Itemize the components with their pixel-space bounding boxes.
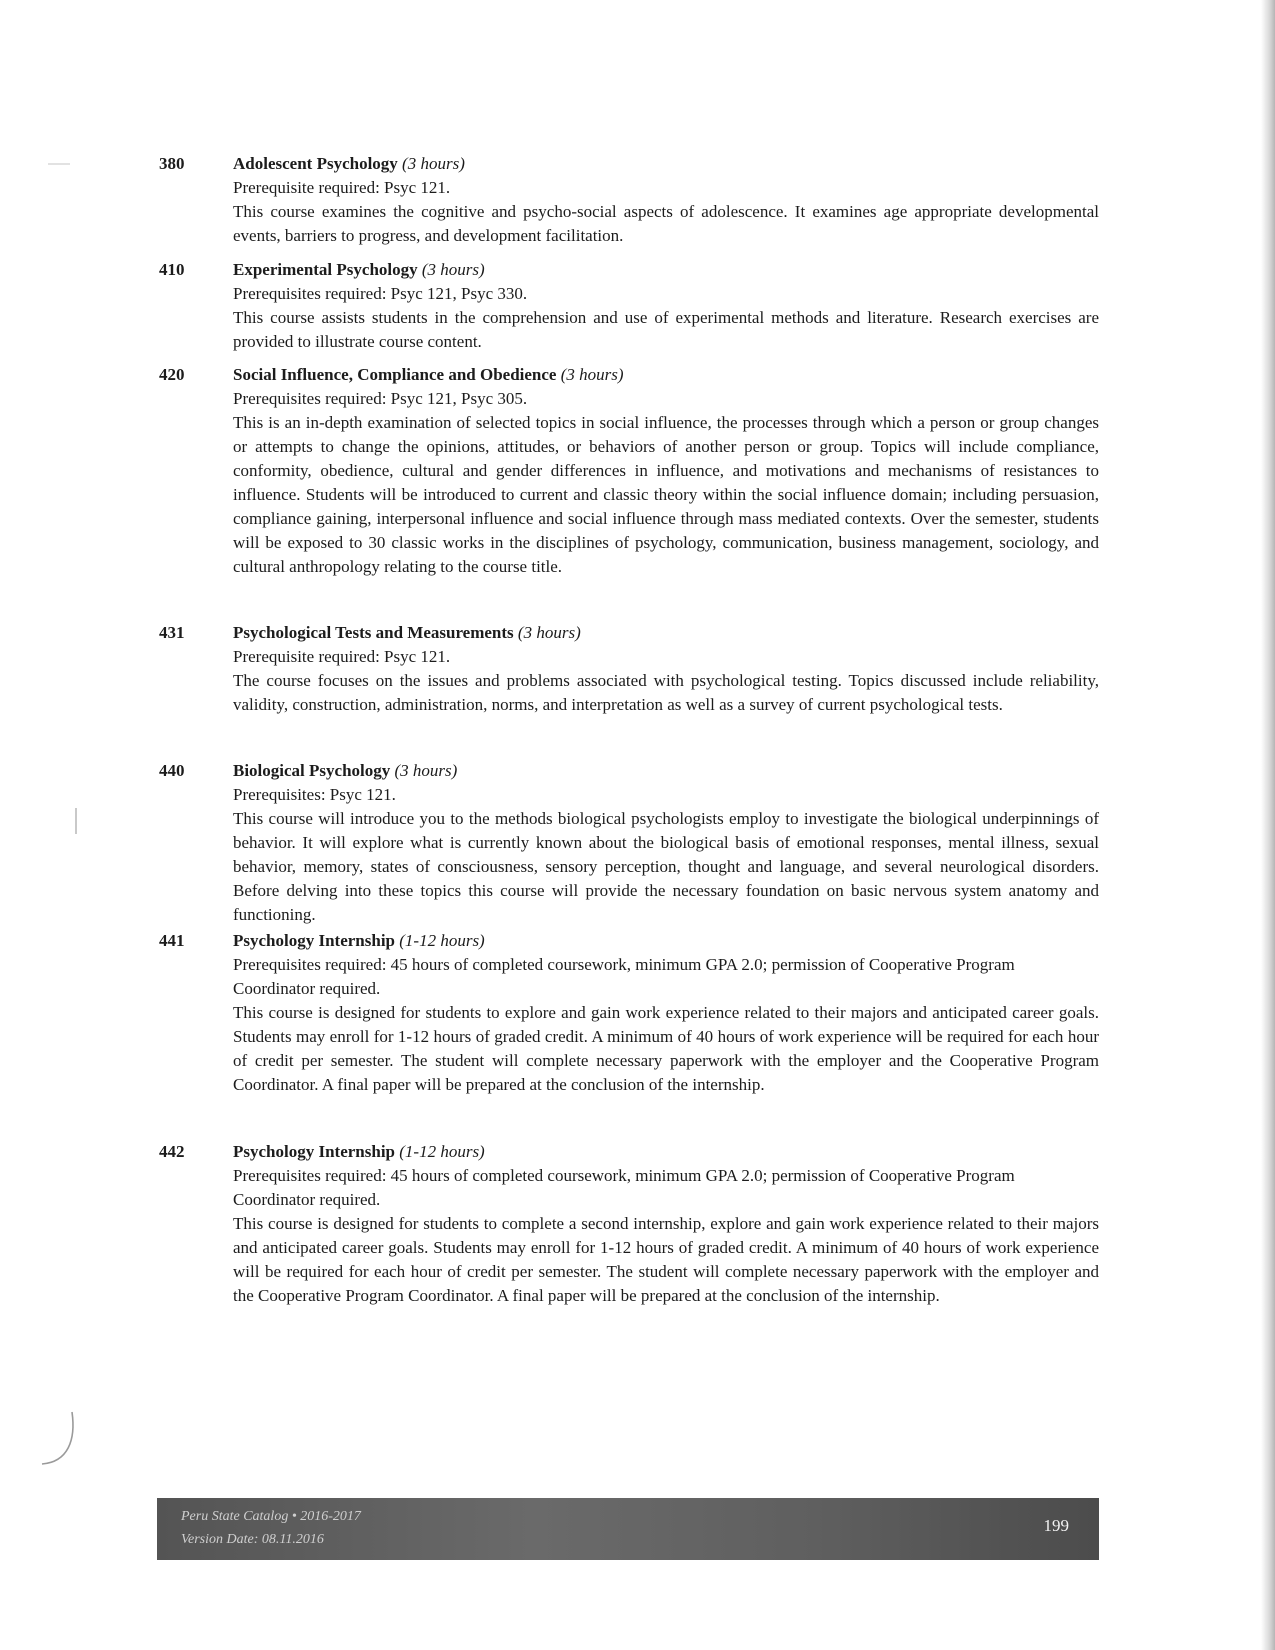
course-prerequisites: Prerequisites required: 45 hours of completed coursework, minimum GPA 2.0; permission of Cooperative Program Coordinator required. <box>233 1166 1015 1209</box>
course-body <box>233 152 1099 248</box>
course-description: The course focuses on the issues and problems associated with psychological testing. Topics discussed include reliability, validity, construction, administration, norms, and interpretation as well as a survey of current psychological tests. <box>233 671 1099 714</box>
course-title-line <box>233 621 1099 645</box>
footer-catalog-title: Peru State Catalog • 2016-2017 <box>181 1509 361 1524</box>
course-number: 420 <box>159 365 185 384</box>
course-body <box>233 929 1099 1097</box>
course-number: 431 <box>159 623 185 642</box>
page-footer <box>157 1498 1099 1560</box>
course-prerequisites: Prerequisite required: Psyc 121. <box>233 647 451 666</box>
course-body <box>233 621 1099 717</box>
course-number: 380 <box>159 154 185 173</box>
course-hours: (3 hours) <box>517 623 581 642</box>
course-prerequisites: Prerequisites required: Psyc 121, Psyc 330. <box>233 284 528 303</box>
course-description: This course is designed for students to explore and gain work experience related to their majors and anticipated career goals. Students may enroll for 1-12 hours of graded credit. A minimum of 40 hours of work experience will be required for each hour of credit per semester. The student will complete necessary paperwork with the employer and the Cooperative Program Coordinator. A final paper will be prepared at the conclusion of the internship. <box>233 1003 1099 1094</box>
course-title-line <box>233 152 1099 176</box>
course-number: 410 <box>159 260 185 279</box>
course-hours: (3 hours) <box>560 365 624 384</box>
course-hours: (3 hours) <box>394 761 458 780</box>
course-title: Social Influence, Compliance and Obedience <box>233 365 557 384</box>
course-prerequisites: Prerequisites: Psyc 121. <box>233 785 396 804</box>
course-prerequisites: Prerequisites required: Psyc 121, Psyc 305. <box>233 389 528 408</box>
course-body <box>233 759 1099 927</box>
course-number: 440 <box>159 761 185 780</box>
course-prerequisites: Prerequisites required: 45 hours of completed coursework, minimum GPA 2.0; permission of Cooperative Program Coordinator required. <box>233 955 1015 998</box>
course-description: This course examines the cognitive and psycho-social aspects of adolescence. It examines age appropriate developmental events, barriers to progress, and development facilitation. <box>233 202 1099 245</box>
course-number: 441 <box>159 931 185 950</box>
course-body <box>233 258 1099 354</box>
course-title: Biological Psychology <box>233 761 391 780</box>
footer-version-date: Version Date: 08.11.2016 <box>181 1532 324 1547</box>
course-hours: (1-12 hours) <box>399 1142 485 1161</box>
course-hours: (1-12 hours) <box>399 931 485 950</box>
course-title-line <box>233 258 1099 282</box>
course-title: Adolescent Psychology <box>233 154 398 173</box>
course-hours: (3 hours) <box>421 260 485 279</box>
course-description: This course assists students in the comprehension and use of experimental methods and literature. Research exercises are provided to illustrate course content. <box>233 308 1099 351</box>
course-title: Psychology Internship <box>233 931 395 950</box>
course-title-line <box>233 363 1099 387</box>
course-number: 442 <box>159 1142 185 1161</box>
course-body <box>233 1140 1099 1308</box>
course-title: Experimental Psychology <box>233 260 418 279</box>
course-body <box>233 363 1099 579</box>
course-prerequisites: Prerequisite required: Psyc 121. <box>233 178 451 197</box>
course-title: Psychology Internship <box>233 1142 395 1161</box>
course-description: This is an in-depth examination of selected topics in social influence, the processes through which a person or group changes or attempts to change the opinions, attitudes, or behaviors of another person or group. Topics will include compliance, conformity, obedience, cultural and gender differences in influence, and motivations and mechanisms of resistances to influence. Students will be introduced to current and classic theory within the social influence domain; including persuasion, compliance gaining, interpersonal influence and social influence through mass mediated contexts. Over the semester, students will be exposed to 30 classic works in the disciplines of psychology, communication, business management, sociology, and cultural anthropology relating to the course title. <box>233 413 1099 576</box>
course-hours: (3 hours) <box>402 154 465 173</box>
course-title-line <box>233 929 1099 953</box>
course-title-line <box>233 1140 1099 1164</box>
course-title-line <box>233 759 1099 783</box>
course-description: This course is designed for students to complete a second internship, explore and gain work experience related to their majors and anticipated career goals. Students may enroll for 1-12 hours of graded credit. A minimum of 40 hours of work experience will be required for each hour of credit per semester. The student will complete necessary paperwork with the employer and the Cooperative Program Coordinator. A final paper will be prepared at the conclusion of the internship. <box>233 1214 1099 1305</box>
course-title: Psychological Tests and Measurements <box>233 623 514 642</box>
page-number: 199 <box>1043 1516 1069 1535</box>
course-description: This course will introduce you to the methods biological psychologists employ to investigate the biological underpinnings of behavior. It will explore what is currently known about the biological basis of emotional responses, mental illness, sexual behavior, memory, states of consciousness, sensory perception, thought and language, and several neurological disorders. Before delving into these topics this course will provide the necessary foundation on basic nervous system anatomy and functioning. <box>233 809 1099 924</box>
